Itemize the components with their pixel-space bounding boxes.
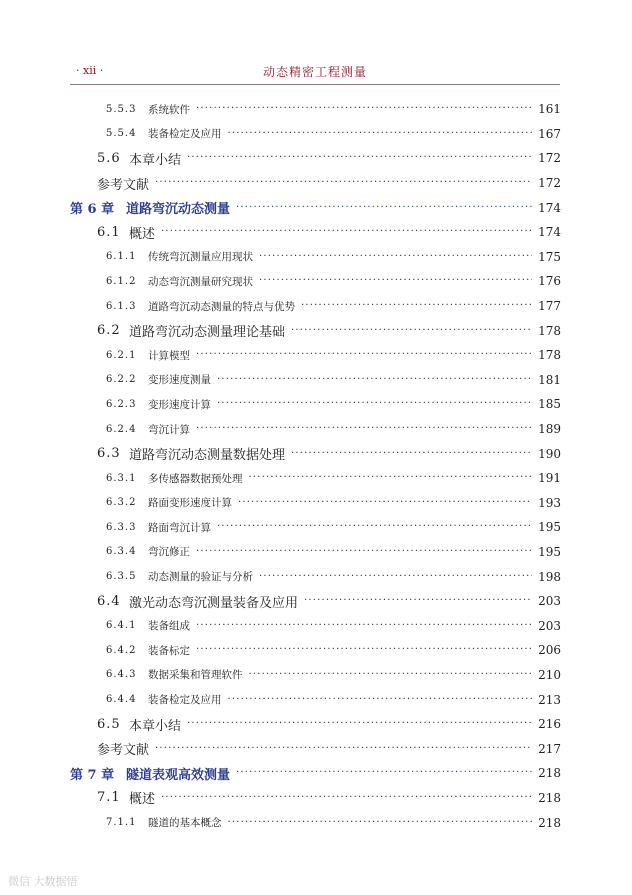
toc-entry-number: 6.1.2 (106, 275, 137, 287)
dot-leader (196, 350, 532, 360)
toc-entry-page: 210 (538, 667, 561, 682)
toc-entry-number: 5.6 (97, 150, 121, 166)
dot-leader (187, 153, 532, 163)
toc-entry-page: 216 (538, 717, 561, 732)
toc-entry-number: 6.2.3 (106, 398, 137, 410)
toc-entry-number: 6.1 (97, 224, 121, 240)
toc-entry[interactable] (0, 146, 561, 171)
toc-entry-title: 动态弯沉测量研究现状 (148, 275, 253, 288)
dot-leader (155, 744, 532, 754)
toc-entry[interactable] (0, 417, 561, 442)
toc-entry[interactable] (0, 515, 561, 540)
toc-entry-title: 装备组成 (148, 620, 190, 633)
toc-entry[interactable] (0, 613, 561, 638)
dot-leader (259, 276, 532, 286)
toc-entry-number: 6.2.1 (106, 349, 137, 361)
toc-entry-number: 7.1 (97, 790, 121, 806)
running-title: 动态精密工程测量 (262, 65, 367, 79)
dot-leader (217, 522, 532, 532)
dot-leader (196, 424, 532, 434)
toc-entry-page: 218 (538, 815, 561, 830)
toc-entry-number: 6.2.4 (106, 423, 137, 435)
toc-entry[interactable] (0, 736, 561, 761)
toc-entry-number: 6.2.2 (106, 374, 137, 386)
toc-entry-page: 217 (538, 741, 561, 756)
dot-leader (196, 547, 532, 557)
toc-entry-number: 5.5.3 (106, 103, 137, 115)
toc-entry-page: 174 (538, 200, 561, 215)
toc-entry-page: 193 (538, 495, 561, 510)
toc-entry-title: 多传感器数据预处理 (148, 472, 243, 485)
toc-entry-number: 6.4.1 (106, 620, 137, 632)
toc-entry-number: 6.3.2 (106, 497, 137, 509)
toc-entry-number: 6.4.2 (106, 644, 137, 656)
toc-entry-number: 6.5 (97, 716, 121, 732)
dot-leader (238, 498, 532, 508)
toc-entry-page: 190 (538, 446, 561, 461)
toc-entry-title: 道路弯沉动态测量 (126, 202, 231, 218)
toc-entry[interactable] (0, 97, 561, 122)
toc-entry[interactable] (0, 786, 561, 811)
toc-entry-page: 189 (538, 422, 561, 437)
toc-entry[interactable] (0, 810, 561, 835)
toc-entry[interactable] (0, 392, 561, 417)
dot-leader (236, 203, 532, 213)
toc-entry-page: 175 (538, 249, 561, 264)
dot-leader (304, 596, 532, 606)
watermark: 微信 大数据悟 (8, 875, 78, 888)
toc-entry[interactable] (0, 245, 561, 270)
toc-entry-number: 6.1.1 (106, 251, 137, 263)
toc-entry-page: 161 (538, 102, 561, 117)
dot-leader (301, 301, 532, 311)
toc-entry[interactable] (0, 318, 561, 343)
toc-entry-title: 道路弯沉动态测量数据处理 (129, 448, 286, 464)
toc-entry-number: 6.3 (97, 446, 121, 462)
toc-entry[interactable] (0, 269, 561, 294)
dot-leader (228, 695, 533, 705)
dot-leader (217, 375, 532, 385)
toc-entry[interactable] (0, 589, 561, 614)
toc-entry-title: 路面变形速度计算 (148, 497, 232, 510)
toc-entry-title: 道路弯沉动态测量理论基础 (129, 325, 286, 341)
dot-leader (259, 252, 532, 262)
toc-entry-title: 隧道表观高效测量 (126, 767, 231, 783)
toc-entry-number: 6.4.3 (106, 669, 137, 681)
toc-entry-page: 213 (538, 692, 561, 707)
toc-entry[interactable] (0, 220, 561, 245)
toc-entry-title: 参考文献 (97, 177, 150, 193)
toc-entry-title: 参考文献 (97, 743, 150, 759)
toc-entry[interactable] (0, 540, 561, 565)
dot-leader (217, 399, 532, 409)
toc-entry-number: 第 6 章 (70, 202, 115, 218)
toc-entry-page: 178 (538, 323, 561, 338)
toc-entry[interactable] (0, 687, 561, 712)
toc-entry-page: 206 (538, 643, 561, 658)
toc-entry[interactable] (0, 564, 561, 589)
toc-entry[interactable] (0, 761, 561, 786)
toc-entry-title: 概述 (129, 792, 156, 808)
toc-entry-title: 道路弯沉动态测量的特点与优势 (148, 300, 295, 313)
toc-entry-title: 传统弯沉测量应用现状 (148, 251, 253, 264)
toc-entry[interactable] (0, 712, 561, 737)
toc-entry[interactable] (0, 171, 561, 196)
toc-entry-title: 动态测量的验证与分析 (148, 571, 253, 584)
dot-leader (291, 326, 532, 336)
dot-leader (187, 719, 532, 729)
toc-entry-title: 系统软件 (148, 103, 190, 116)
toc-entry-title: 装备检定及应用 (148, 694, 222, 707)
toc-entry[interactable] (0, 638, 561, 663)
toc-entry-title: 数据采集和管理软件 (148, 669, 243, 682)
dot-leader (155, 178, 532, 188)
toc-entry-number: 5.5.4 (106, 128, 137, 140)
toc-entry-page: 178 (538, 348, 561, 363)
dot-leader (228, 129, 533, 139)
toc-entry-title: 激光动态弯沉测量装备及应用 (129, 595, 299, 611)
toc-entry-number: 6.1.3 (106, 300, 137, 312)
dot-leader (196, 645, 532, 655)
toc-entry-number: 6.3.5 (106, 571, 137, 583)
toc-entry-title: 本章小结 (129, 718, 182, 734)
toc-entry-number: 6.3.4 (106, 546, 137, 558)
dot-leader (291, 449, 532, 459)
toc-entry[interactable] (0, 441, 561, 466)
toc-entry[interactable] (0, 368, 561, 393)
toc-entry-title: 变形速度测量 (148, 374, 211, 387)
toc-entry-page: 177 (538, 299, 561, 314)
toc-entry[interactable] (0, 294, 561, 319)
toc-entry-title: 概述 (129, 226, 156, 242)
toc-entry-number: 6.4 (97, 593, 121, 609)
toc-entry[interactable] (0, 466, 561, 491)
toc-entry-page: 203 (538, 618, 561, 633)
toc-entry-page: 185 (538, 397, 561, 412)
toc-entry-page: 218 (538, 766, 561, 781)
table-of-contents (0, 97, 632, 835)
toc-entry[interactable] (0, 122, 561, 147)
dot-leader (161, 227, 532, 237)
toc-entry-title: 计算模型 (148, 349, 190, 362)
toc-entry-number: 6.2 (97, 323, 121, 339)
toc-entry-page: 195 (538, 520, 561, 535)
toc-entry-title: 路面弯沉计算 (148, 521, 211, 534)
dot-leader (196, 621, 532, 631)
toc-entry-page: 172 (538, 176, 561, 191)
toc-entry-title: 装备检定及应用 (148, 128, 222, 141)
toc-entry-title: 本章小结 (129, 152, 182, 168)
toc-entry-title: 隧道的基本概念 (148, 817, 222, 830)
dot-leader (161, 793, 532, 803)
toc-entry[interactable] (0, 195, 561, 220)
toc-entry-number: 7.1.1 (106, 817, 137, 829)
dot-leader (249, 670, 533, 680)
toc-entry-page: 172 (538, 151, 561, 166)
dot-leader (236, 768, 532, 778)
toc-entry-title: 装备标定 (148, 644, 190, 657)
toc-entry-title: 变形速度计算 (148, 398, 211, 411)
toc-entry-page: 191 (538, 471, 561, 486)
toc-entry-title: 弯沉计算 (148, 423, 190, 436)
toc-entry-page: 198 (538, 569, 561, 584)
toc-entry-page: 218 (538, 790, 561, 805)
toc-entry-page: 181 (538, 372, 561, 387)
toc-entry-page: 203 (538, 594, 561, 609)
dot-leader (249, 473, 533, 483)
toc-entry-number: 6.3.1 (106, 472, 137, 484)
toc-entry-number: 6.3.3 (106, 521, 137, 533)
toc-entry-page: 174 (538, 225, 561, 240)
running-header (70, 62, 560, 85)
page-number: · xii · (76, 64, 104, 77)
dot-leader (259, 572, 532, 582)
toc-entry-number: 6.4.4 (106, 694, 137, 706)
toc-entry[interactable] (0, 343, 561, 368)
toc-entry-page: 167 (538, 126, 561, 141)
toc-entry-title: 弯沉修正 (148, 546, 190, 559)
toc-entry[interactable] (0, 491, 561, 516)
toc-entry-page: 195 (538, 544, 561, 559)
dot-leader (228, 818, 533, 828)
toc-entry-number: 第 7 章 (70, 767, 115, 783)
toc-entry[interactable] (0, 663, 561, 688)
dot-leader (196, 104, 532, 114)
toc-entry-page: 176 (538, 274, 561, 289)
